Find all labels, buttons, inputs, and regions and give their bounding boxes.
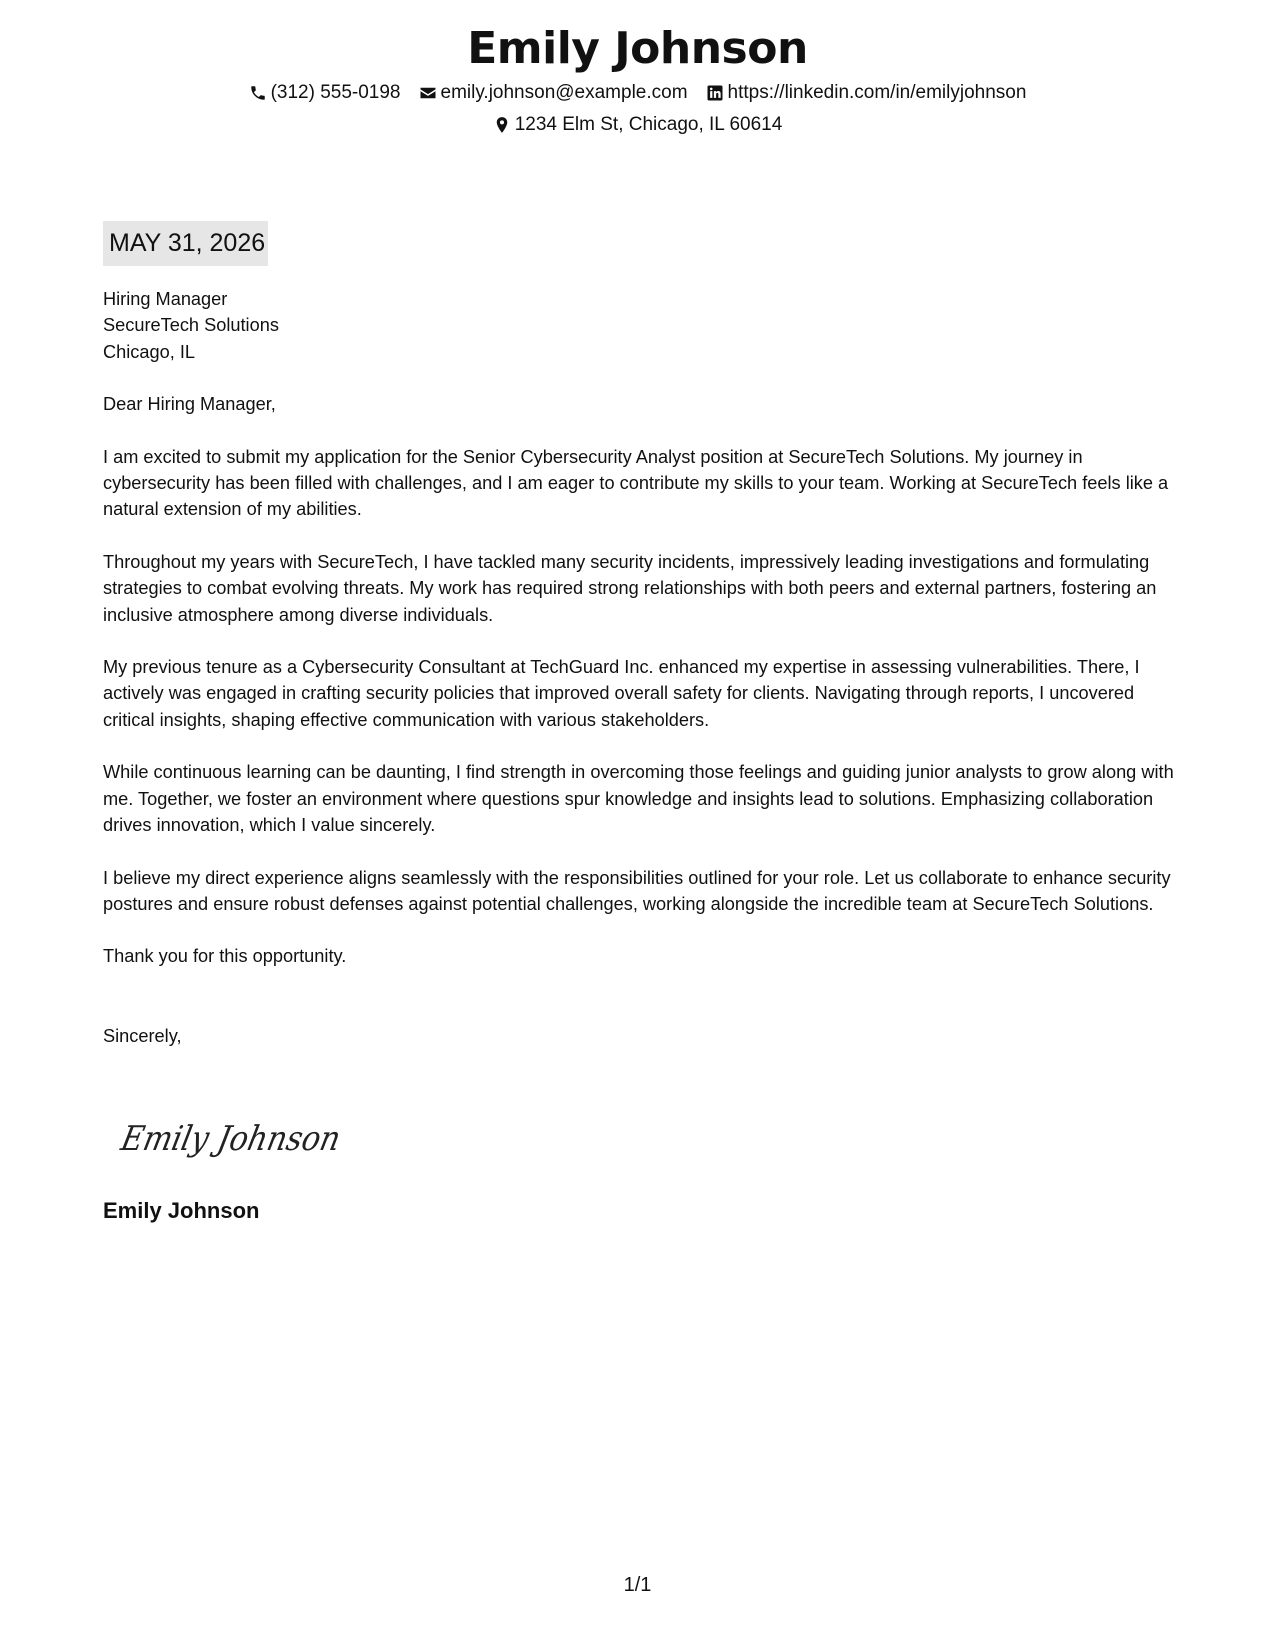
body-paragraph-2: Throughout my years with SecureTech, I have tackled many security incidents, impressively leading investigations and formulating strategies to combat evolving threats. My work has required strong relationships with both peers and external partners, fostering an inclusive atmosphere among diverse individuals. (103, 551, 1157, 625)
handwritten-signature (118, 1110, 358, 1166)
recipient-title: Hiring Manager (103, 289, 228, 309)
applicant-name-title: Emily Johnson (467, 23, 808, 74)
contact-address (493, 110, 783, 140)
contact-row-secondary (0, 110, 1275, 140)
signature-script: Emily Johnson (118, 1119, 358, 1159)
linkedin-text[interactable]: https://linkedin.com/in/emilyjohnson (727, 82, 1027, 103)
salutation: Dear Hiring Manager, (103, 394, 276, 415)
body-paragraph-3: My previous tenure as a Cybersecurity Consultant at TechGuard Inc. enhanced my expertise in assessing vulnerabilities. There, I actively was engaged in crafting security policies that improved overall safety for clients. Navigating through reports, I uncovered critical insights, shaping effective communication with various stakeholders. (103, 657, 1140, 730)
phone-icon (249, 84, 267, 102)
contact-row-primary (0, 78, 1275, 108)
body-paragraph-5: I believe my direct experience aligns seamlessly with the responsibilities outlined for your role. Let us collaborate to enhance security postures and ensure robust defenses against potential challenges, working alongside the incredible team at SecureTech Solutions. (103, 867, 1171, 914)
body-paragraph-1: I am excited to submit my application for the Senior Cybersecurity Analyst position at SecureTech Solutions. My journey in cybersecurity has been filled with challenges, and I am eager to contribute my skills to your team. Working at SecureTech feels like a natural extension of my abilities. (103, 446, 1169, 520)
recipient-company: SecureTech Solutions (103, 315, 279, 336)
envelope-icon (419, 84, 437, 102)
address-text: 1234 Elm St, Chicago, IL 60614 (514, 114, 783, 135)
letter-date: MAY 31, 2026 (103, 221, 268, 266)
recipient-location: Chicago, IL (103, 341, 196, 362)
phone-text: (312) 555-0198 (270, 82, 401, 103)
email-text[interactable]: emily.johnson@example.com (440, 82, 688, 103)
letter-header (0, 22, 1275, 140)
linkedin-icon (706, 84, 724, 102)
contact-linkedin[interactable] (706, 78, 1027, 108)
thanks-line: Thank you for this opportunity. (103, 946, 347, 967)
body-paragraph-4: While continuous learning can be daunting, I find strength in overcoming those feelings and guiding junior analysts to grow along with me. Together, we foster an environment where questions spur knowledge and insights lead to solutions. Emphasizing collaboration drives innovation, which I value sincerely. (103, 762, 1174, 836)
page-number: 1/1 (623, 1574, 652, 1596)
letter-body (103, 286, 1183, 1049)
recipient-block (103, 286, 1183, 365)
contact-email[interactable] (419, 78, 688, 108)
contact-phone (249, 78, 401, 108)
closing-line: Sincerely, (103, 1025, 182, 1046)
map-marker-icon (493, 116, 511, 134)
signer-name: Emily Johnson (103, 1198, 260, 1223)
